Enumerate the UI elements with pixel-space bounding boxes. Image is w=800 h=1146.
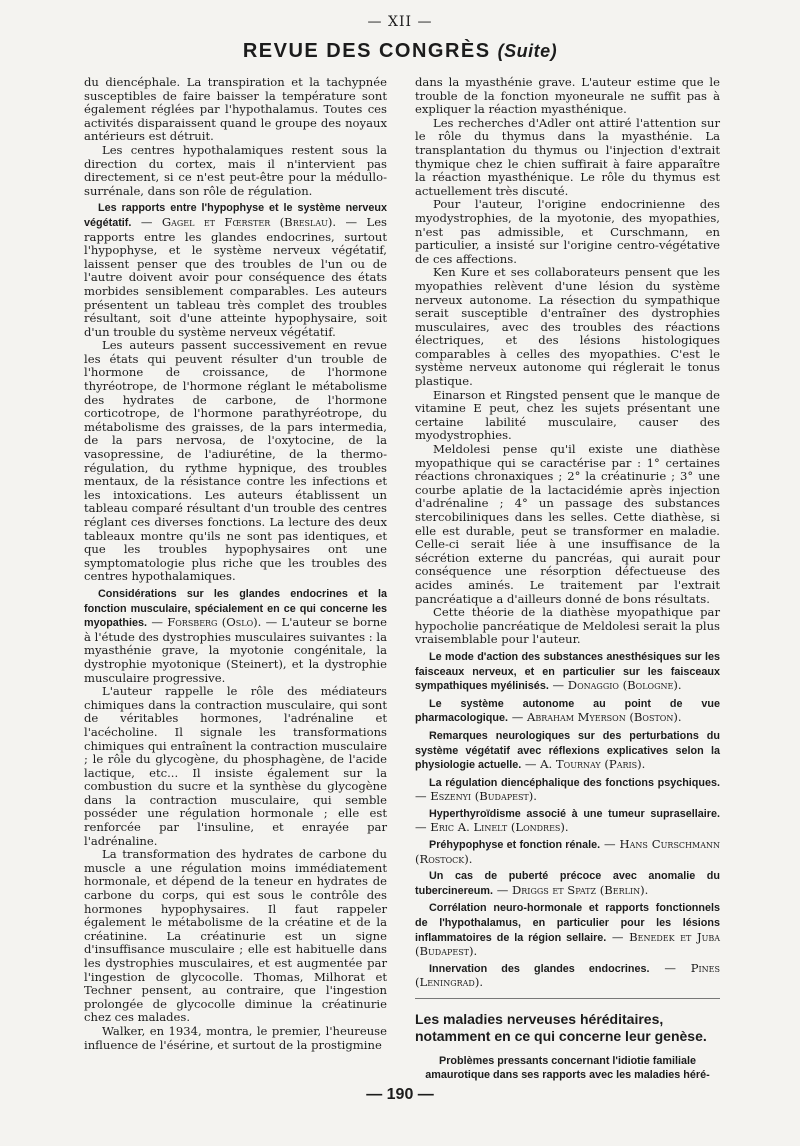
page-title xyxy=(0,40,800,63)
paragraph: Les recherches d'Adler ont attiré l'attention sur le rôle du thymus dans la myasthénie. La transplantation du thymus ou l'injection d'extrait thymique chez le chien suffirait à faire apparaître la réaction myasthénique. Le rôle du thymus est actuellement très discuté. xyxy=(415,115,720,198)
page-number: — 190 — xyxy=(366,1086,434,1103)
entry-text: L'auteur se borne à l'étude des dystrophies musculaires suivantes : la myasthénie grave, la myotonie congénitale, la dystrophie myotonique (Steinert), et la dystrophie musculaire progressive. xyxy=(84,615,388,685)
paragraph: Walker, en 1934, montra, le premier, l'heureuse influence de l'ésérine, et surtout de la prostigmine xyxy=(84,1023,387,1052)
section-divider xyxy=(415,998,720,999)
paragraph: Meldolesi pense qu'il existe une diathèse myopathique qui se caractérise par : 1° certaines réactions chronaxiques ; 2° la créatinurie ; 3° une courbe aplatie de la lactacidémie après injection d'adrénaline ; 4° un passage des substances stercobiliniques dans les selles. Cette diathèse, si elle est durable, peut se transformer en maladie. Celle-ci serait liée à une insuffisance de la sécrétion externe du pancréas, qui aurait pour conséquence une résorption défectueuse des acides aminés. Le traitement par l'extrait pancréatique a d'ailleurs donné de bons résultats. xyxy=(415,442,720,606)
bibliography-entry xyxy=(415,901,720,958)
bibliography-entry xyxy=(415,776,720,804)
paragraph: La transformation des hydrates de carbone du muscle a une régulation moins immédiatement hormonale, et dépend de la teneur en hydrates de carbone du corps, qui est sous le contrôle des hormones hypophysaires. Il faut rappeler également le métabolisme de la créatine et de la créatinine. La créatinurie est un signe d'insuffisance musculaire ; elle est habituelle dans les dystrophies musculaires, et est augmentée par l'ingestion de glycocolle. Thomas, Milhorat et Techner pensent, au contraire, que l'ingestion prolongée de glycocolle diminue la créatinurie chez ces malades. xyxy=(84,847,387,1025)
entry-title: Innervation des glandes endocrines. xyxy=(429,962,650,975)
entry-authors: — Gagel et Fœrster (Breslau). — xyxy=(140,214,358,229)
paragraph: Les auteurs passent successivement en revue les états qui peuvent résulter d'un trouble de l'hormone de croissance, de l'hormone thyréotrope, de l'hormone réglant le métabolisme des hydrates de carbone, de l'hormone corticotrope, de l'hormone parathyréotrope, du métabolisme des graisses, de la pars intermedia, de la pars nervosa, de l'oxytocine, de la vasopressine, de l'adiurétine, de la thermo-régulation, du rythme hypnique, des troubles mentaux, de la résistance contre les infections et les intoxications. Les auteurs établissent un tableau comparé résultant d'un trouble des centres réglant ces diverses fonctions. La lecture des deux tableaux montre qu'ils ne sont pas identiques, et que les troubles hypophysaires ont une symptomatologie plus riche que les troubles des centres hypothalamiques. xyxy=(84,338,387,584)
entry-title: Considérations sur les glandes endocrines et la fonction musculaire, spécialement en ce qui concerne les myopathies. xyxy=(84,587,387,630)
bibliography-entry xyxy=(415,807,720,835)
bibliography-entry xyxy=(415,869,720,898)
bibliography-entry-title: Problèmes pressants concernant l'idiotie familiale amaurotique dans ses rapports avec les maladies héré- xyxy=(425,1055,710,1081)
paragraph: L'auteur rappelle le rôle des médiateurs chimiques dans la contraction musculaire, qui sont de véritables hormones, l'adrénaline et l'acécholine. Il signale les transformations chimiques qui entraînent la contraction musculaire ; le rôle du glycogène, du phosphagène, de l'acide lactique, etc... Il insiste également sur la combustion du sucre et la synthèse du glycogène dans la contraction musculaire, qui semble posséder une régulation hormonale ; elle est renforcée par l'insuline, et enrayée par l'adrénaline. xyxy=(84,684,387,848)
title-main: REVUE DES CONGRÈS xyxy=(242,40,491,62)
bibliography-entry xyxy=(84,587,387,685)
entry-authors: — A. Tournay (Paris). xyxy=(524,757,646,772)
paragraph: dans la myasthénie grave. L'auteur estime que le trouble de la fonction myoneurale ne suffit pas à expliquer la réaction myasthénique. xyxy=(415,75,720,117)
entry-authors: — Pines (Leningrad). xyxy=(415,960,720,990)
bibliography-entry xyxy=(415,962,720,990)
bibliography-entry xyxy=(84,201,387,339)
entry-authors: — Benedek et Juba (Budapest). xyxy=(415,929,720,959)
roman-page-number: — XII — xyxy=(367,14,433,30)
entry-title: Le système autonome au point de vue pharmacologique. xyxy=(415,697,720,725)
entry-title: Préhypophyse et fonction rénale. xyxy=(429,839,601,852)
left-column xyxy=(84,76,387,1056)
paragraph: Pour l'auteur, l'origine endocrinienne des myodystrophies, de la myotonie, des myopathies, n'est pas admissible, et Curschmann, en particulier, a insisté sur l'origine centro-végétative de ces affections. xyxy=(415,197,720,266)
bibliography-entry xyxy=(415,697,720,726)
bibliography-entry xyxy=(415,729,720,773)
entry-title: Hyperthyroïdisme associé à une tumeur suprasellaire. xyxy=(429,807,720,820)
paragraph: Einarson et Ringsted pensent que le manque de vitamine E peut, chez les sujets présentant une certaine labilité musculaire, causer des myodystrophies. xyxy=(415,387,720,443)
bibliography-entry xyxy=(415,650,720,694)
entry-authors: — Eszenyi (Budapest). xyxy=(415,789,537,804)
entry-authors: — Driggs et Spatz (Berlin). xyxy=(496,882,649,897)
entry-title: La régulation diencéphalique des fonctions psychiques. xyxy=(429,776,720,789)
bibliography-entry xyxy=(415,838,720,866)
entry-authors: — Forsberg (Oslo). — xyxy=(151,615,278,630)
entry-title: Corrélation neuro-hormonale et rapports fonctionnels de l'hypothalamus, en particulier pour les lésions inflammatoires de la région sellaire. xyxy=(415,902,720,944)
paragraph: Cette théorie de la diathèse myopathique par hypocholie pancréatique de Meldolesi serait la plus vraisemblable pour l'auteur. xyxy=(415,605,720,647)
paragraph: du diencéphale. La transpiration et la tachypnée susceptibles de faire baisser la température sont également réglées par l'hypothalamus. Toutes ces activités disparaissent quand le groupe des noyaux antérieurs est détruit. xyxy=(84,75,387,144)
entry-authors: — Donaggio (Bologne). xyxy=(552,678,682,693)
entry-title: Le mode d'action des substances anesthésiques sur les faisceaux nerveux, et en particulier sur les faisceaux sympathiques myélinisés. xyxy=(415,650,720,693)
entry-authors: — Abraham Myerson (Boston). xyxy=(511,710,682,725)
section-heading: Les maladies nerveuses héréditaires, notamment en ce qui concerne leur genèse. xyxy=(415,1011,707,1044)
entry-title: Les rapports entre l'hypophyse et le système nerveux végétatif. xyxy=(84,202,387,229)
entry-authors: — Eric A. Linelt (Londres). xyxy=(415,820,569,835)
title-suffix: (Suite) xyxy=(497,41,558,61)
entry-authors: — Hans Curschmann (Rostock). xyxy=(415,837,720,866)
paragraph: Les centres hypothalamiques restent sous la direction du cortex, mais il n'intervient pas directement, si ce n'est peut-être pour la médullo-surrénale, dans son rôle de régulation. xyxy=(84,142,387,198)
entry-title: Remarques neurologiques sur des perturbations du système végétatif avec réflexions explicatives selon la physiologie actuelle. xyxy=(415,729,720,772)
entry-text: Les rapports entre les glandes endocrines, surtout l'hypophyse, et le système nerveux végétatif, laissent penser que des troubles de l'un ou de l'autre doivent avoir pour conséquence des états morbides sensiblement comparables. Les auteurs présentent un tableau très complet des troubles résultant, soit d'une atteinte hypophysaire, soit d'un trouble du système nerveux végétatif. xyxy=(84,214,388,339)
right-column xyxy=(415,75,720,1081)
paragraph: Ken Kure et ses collaborateurs pensent que les myopathies relèvent d'une lésion du système nerveux autonome. La résection du sympathique serait susceptible d'entraîner des dystrophies musculaires, avec des troubles des réactions électriques, et des lésions histologiques comparables à celles des myopathies. C'est le système nerveux autonome qui réglerait le tonus plastique. xyxy=(415,265,720,389)
entry-title: Un cas de puberté précoce avec anomalie du tubercinereum. xyxy=(415,870,720,897)
